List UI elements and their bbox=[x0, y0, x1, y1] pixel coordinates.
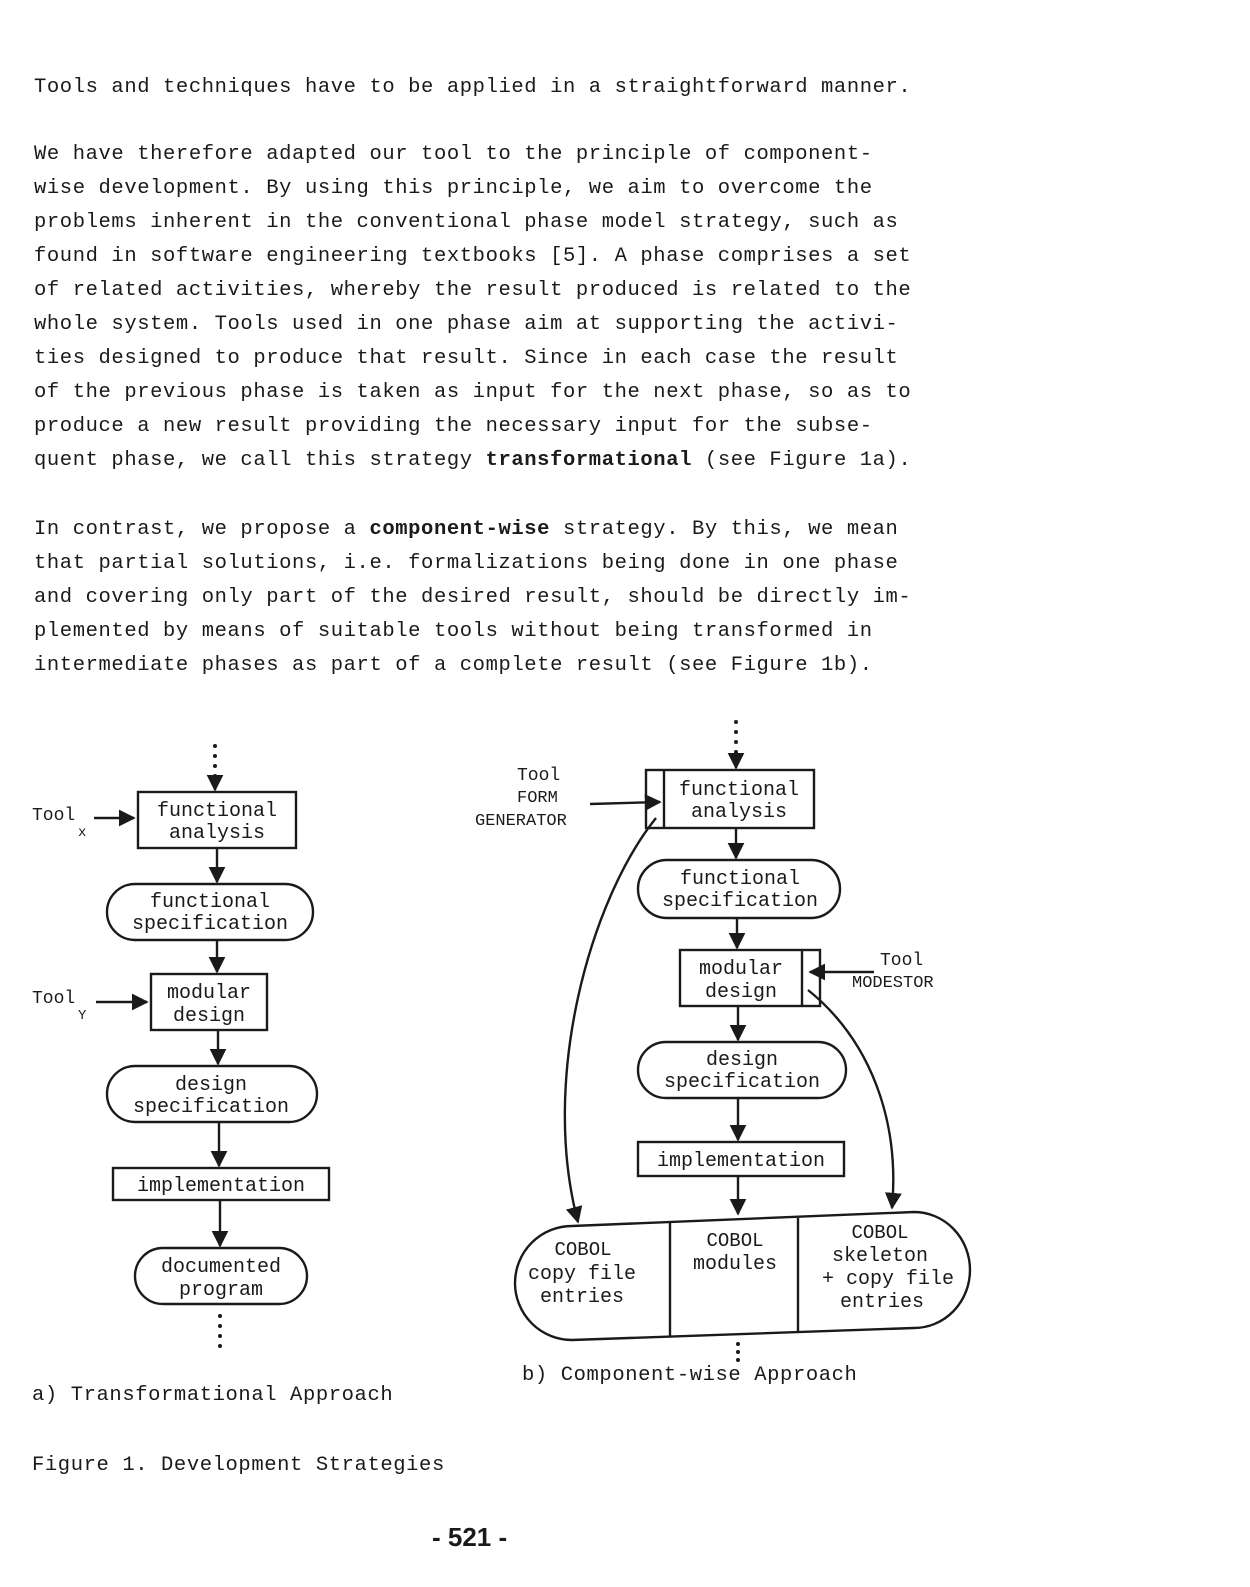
text-line: and covering only part of the desired result, should be directly im- bbox=[34, 586, 912, 609]
node-label: implementation bbox=[656, 1150, 826, 1173]
tool-modestor-label: Tool bbox=[880, 951, 924, 971]
cell-label: entries bbox=[839, 1291, 925, 1314]
node-label: design bbox=[172, 1005, 246, 1028]
cell-label: skeleton bbox=[831, 1245, 929, 1268]
node-label: analysis bbox=[168, 822, 266, 845]
cell-label: entries bbox=[539, 1286, 625, 1309]
node-label: documented bbox=[160, 1256, 282, 1279]
tool-x-label: Tool bbox=[32, 806, 76, 826]
caption-a: a) Transformational Approach bbox=[32, 1384, 394, 1407]
cell-label: COBOL bbox=[554, 1239, 612, 1261]
node-label: functional bbox=[678, 779, 800, 802]
text-line: found in software engineering textbooks [5]. A phase comprises a set bbox=[34, 245, 912, 268]
bold-term-component-wise: component-wise bbox=[369, 518, 551, 541]
node-label: program bbox=[178, 1279, 264, 1302]
cell-label: + copy file bbox=[821, 1268, 955, 1291]
text-run: strategy. By this, we mean bbox=[550, 518, 899, 541]
cobol-cell-skeleton bbox=[822, 1222, 954, 1314]
node-label: design bbox=[174, 1074, 248, 1097]
cobol-cell-modules bbox=[693, 1230, 777, 1276]
text-line: ties designed to produce that result. Since in each case the result bbox=[34, 347, 899, 370]
page-number: - 521 - bbox=[432, 1522, 508, 1552]
text-line: intermediate phases as part of a complete result (see Figure 1b). bbox=[34, 654, 873, 677]
node-label: functional bbox=[149, 891, 271, 914]
node-label: modular bbox=[698, 958, 784, 981]
node-label: specification bbox=[131, 913, 289, 936]
text-line: that partial solutions, i.e. formalizations being done in one phase bbox=[34, 552, 899, 575]
tool-modestor-label: MODESTOR bbox=[852, 974, 934, 993]
text-line: We have therefore adapted our tool to the principle of component- bbox=[34, 143, 873, 166]
continuation-dots bbox=[218, 1314, 222, 1348]
node-label: modular bbox=[166, 982, 252, 1005]
cell-label: modules bbox=[692, 1253, 778, 1276]
text-line: plemented by means of suitable tools without being transformed in bbox=[34, 620, 873, 643]
node-label: implementation bbox=[136, 1175, 306, 1198]
caption-b: b) Component-wise Approach bbox=[522, 1364, 858, 1387]
continuation-dots bbox=[734, 720, 738, 754]
node-label: functional bbox=[679, 868, 801, 891]
tool-form-generator-label: Tool bbox=[517, 766, 561, 786]
node-label: analysis bbox=[690, 801, 788, 824]
continuation-dots bbox=[736, 1342, 740, 1362]
figure-diagrams bbox=[0, 700, 1250, 1420]
text-line: of the previous phase is taken as input for the next phase, so as to bbox=[34, 381, 912, 404]
text-line bbox=[34, 449, 911, 472]
tool-y-label: Tool bbox=[32, 989, 76, 1009]
text-run: In contrast, we propose a bbox=[34, 518, 370, 541]
bold-term-transformational: transformational bbox=[485, 449, 693, 472]
diagram-component-wise bbox=[475, 720, 970, 1362]
node-label: specification bbox=[132, 1096, 290, 1119]
cell-label: COBOL bbox=[706, 1230, 764, 1252]
cell-label: copy file bbox=[527, 1263, 637, 1286]
text-line: wise development. By using this principle, we aim to overcome the bbox=[34, 177, 873, 200]
text-line: of related activities, whereby the result produced is related to the bbox=[34, 279, 912, 302]
text-line: problems inherent in the conventional phase model strategy, such as bbox=[34, 211, 899, 234]
tool-form-generator-label: GENERATOR bbox=[475, 812, 567, 831]
tool-x-subscript: x bbox=[78, 825, 87, 841]
tool-form-generator-label: FORM bbox=[517, 789, 558, 808]
tool-y-subscript: Y bbox=[78, 1008, 87, 1024]
text-line: whole system. Tools used in one phase aim at supporting the activi- bbox=[34, 313, 899, 336]
text-line bbox=[34, 518, 898, 541]
intro-line: Tools and techniques have to be applied in a straightforward manner. bbox=[34, 76, 912, 99]
cobol-cell-copy-file bbox=[528, 1239, 636, 1309]
node-label: specification bbox=[661, 890, 819, 913]
diagram-transformational bbox=[32, 744, 329, 1348]
node-label: functional bbox=[156, 800, 278, 823]
node-label: specification bbox=[663, 1071, 821, 1094]
text-run: quent phase, we call this strategy bbox=[34, 449, 486, 472]
text-line: produce a new result providing the necessary input for the subse- bbox=[34, 415, 873, 438]
node-label: design bbox=[704, 981, 778, 1004]
figure-caption: Figure 1. Development Strategies bbox=[32, 1454, 445, 1477]
continuation-dots bbox=[213, 744, 217, 778]
node-label: design bbox=[705, 1049, 779, 1072]
cell-label: COBOL bbox=[851, 1222, 909, 1244]
text-run: (see Figure 1a). bbox=[692, 449, 912, 472]
